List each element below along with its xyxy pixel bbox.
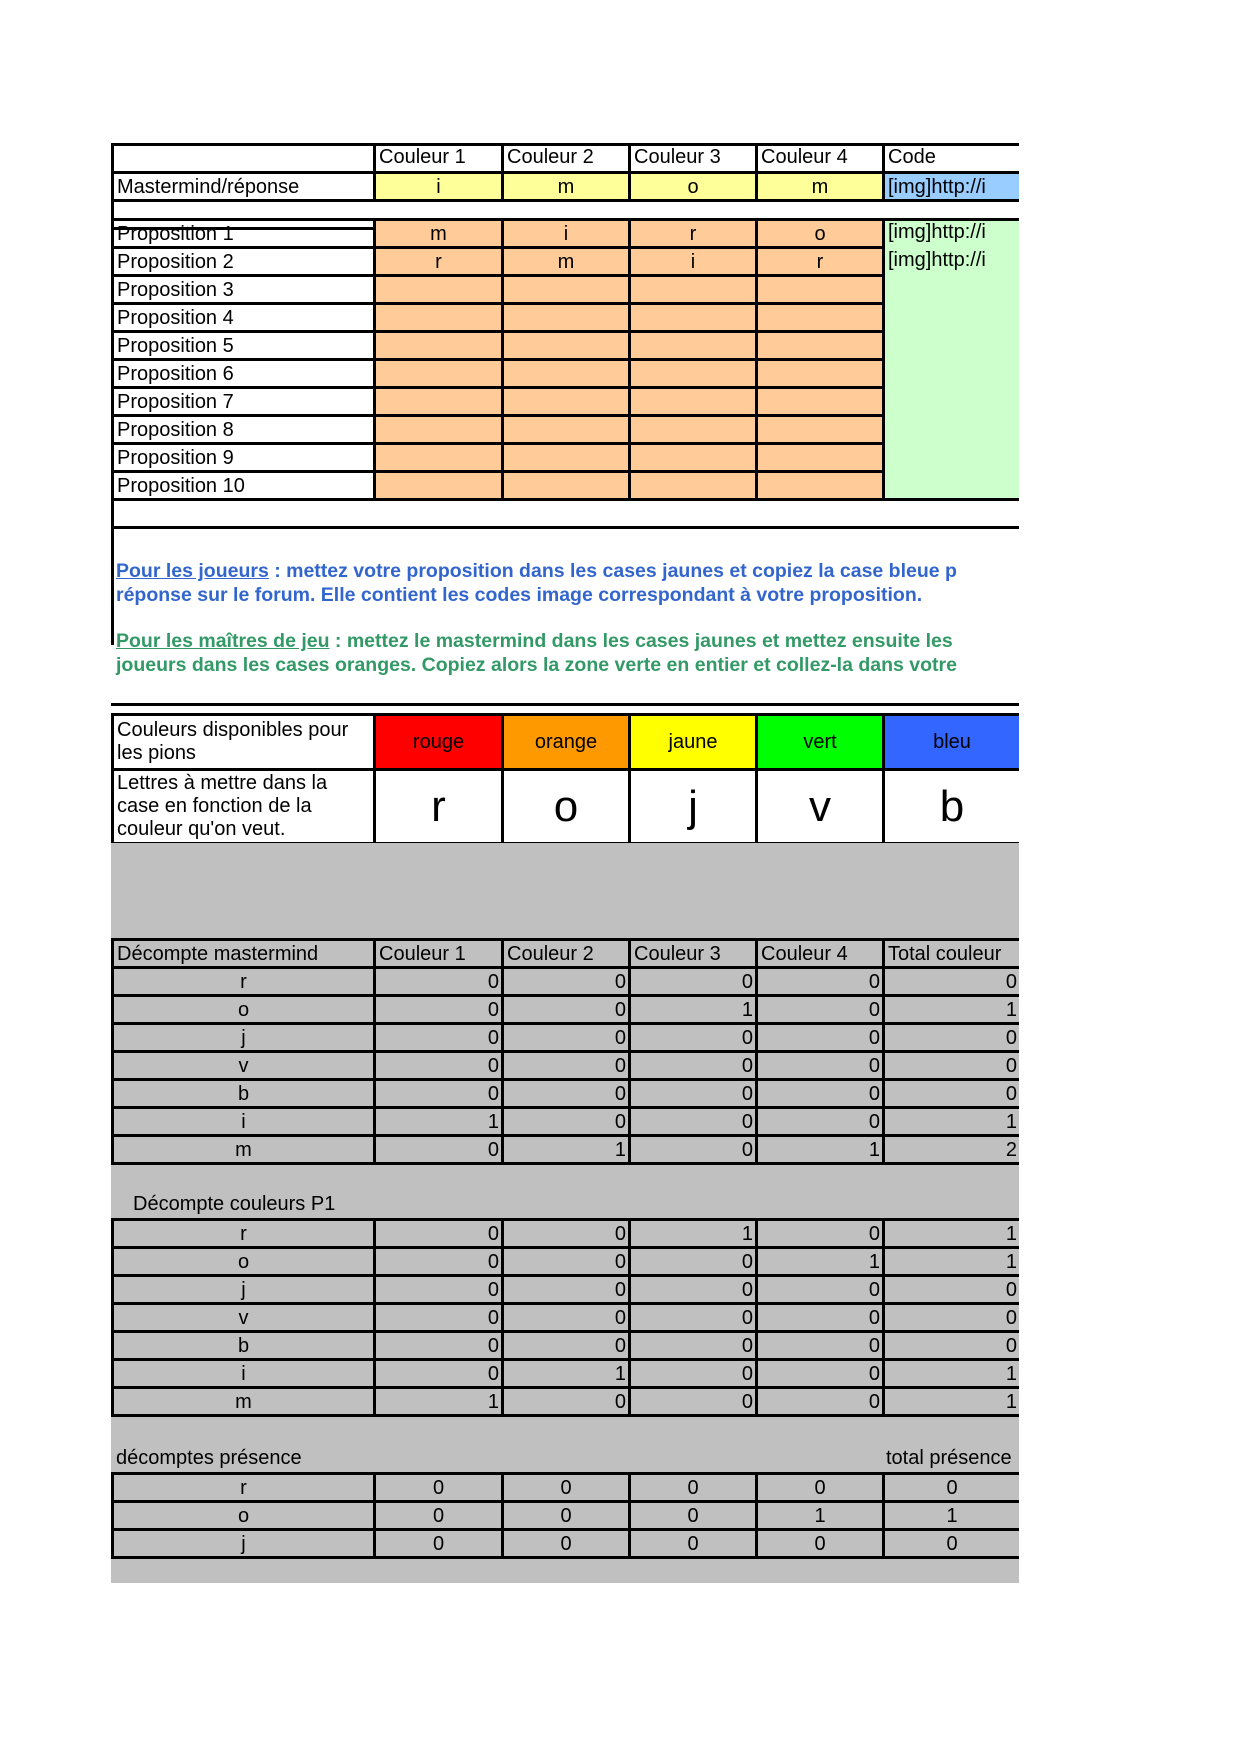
p1-count-value: 0	[501, 1386, 631, 1417]
proposition-input-color-4[interactable]: o	[755, 218, 885, 249]
mastermind-count-value: 0	[373, 1022, 504, 1053]
presence-value: 0	[882, 1528, 1019, 1559]
proposition-input-color-2[interactable]	[501, 442, 631, 473]
proposition-input-color-3[interactable]	[628, 470, 758, 501]
masters-instructions-line1	[116, 629, 953, 653]
separator-row	[111, 498, 1019, 529]
presence-value: 0	[501, 1528, 631, 1559]
mastermind-count-value: 1	[755, 1134, 885, 1165]
proposition-input-color-2[interactable]	[501, 414, 631, 445]
mastermind-count-value: 0	[373, 1078, 504, 1109]
p1-count-value: 0	[373, 1358, 504, 1389]
proposition-input-color-1[interactable]: r	[373, 246, 504, 277]
mastermind-count-value: 0	[501, 1050, 631, 1081]
proposition-input-color-2[interactable]: m	[501, 246, 631, 277]
p1-count-value: 0	[755, 1302, 885, 1333]
presence-value: 0	[628, 1472, 758, 1503]
proposition-input-color-3[interactable]: i	[628, 246, 758, 277]
p1-count-value: 1	[882, 1246, 1019, 1277]
presence-value: 0	[373, 1472, 504, 1503]
proposition-input-color-4[interactable]	[755, 330, 885, 361]
answer-input-color-3[interactable]: o	[628, 171, 758, 202]
mastermind-count-value: 0	[628, 966, 758, 997]
color-letter-rouge: r	[373, 768, 504, 845]
proposition-input-color-2[interactable]	[501, 470, 631, 501]
presence-value: 0	[755, 1528, 885, 1559]
p1-count-value: 0	[628, 1330, 758, 1361]
mastermind-count-value: 0	[373, 1134, 504, 1165]
masters-link[interactable]: Pour les maîtres de jeu	[116, 630, 330, 652]
mastermind-count-value: 0	[882, 966, 1019, 997]
proposition-label: Proposition 7	[111, 386, 376, 417]
p1-count-value: 0	[628, 1386, 758, 1417]
proposition-label: Proposition 10	[111, 470, 376, 501]
presence-value: 0	[628, 1528, 758, 1559]
p1-count-value: 1	[501, 1358, 631, 1389]
mastermind-count-letter: r	[111, 966, 376, 997]
players-instructions-line1	[116, 559, 957, 583]
proposition-input-color-3[interactable]	[628, 358, 758, 389]
presence-value: 0	[501, 1500, 631, 1531]
p1-count-value: 0	[882, 1274, 1019, 1305]
presence-letter: r	[111, 1472, 376, 1503]
presence-value: 0	[501, 1472, 631, 1503]
players-instructions-text: : mettez votre proposition dans les cases jaunes et copiez la case bleue p	[268, 560, 957, 582]
p1-count-value: 0	[501, 1330, 631, 1361]
proposition-input-color-2[interactable]: i	[501, 218, 631, 249]
masters-instructions-line2: joueurs dans les cases oranges. Copiez alors la zone verte en entier et collez-la dans votre	[116, 654, 957, 676]
mastermind-count-header-4: Couleur 4	[755, 938, 885, 969]
players-link[interactable]: Pour les joueurs	[116, 560, 269, 582]
proposition-input-color-3[interactable]	[628, 330, 758, 361]
answer-label: Mastermind/réponse	[111, 171, 376, 202]
color-swatch-vert: vert	[755, 713, 885, 771]
proposition-label: Proposition 2	[111, 246, 376, 277]
p1-count-value: 0	[373, 1218, 504, 1249]
proposition-input-color-1[interactable]	[373, 274, 504, 305]
mastermind-count-header-5: Total couleur	[882, 938, 1019, 969]
p1-count-letter: i	[111, 1358, 376, 1389]
color-letter-bleu: b	[882, 768, 1019, 845]
p1-count-value: 0	[373, 1330, 504, 1361]
p1-count-value: 1	[755, 1246, 885, 1277]
mastermind-count-value: 2	[882, 1134, 1019, 1165]
color-swatch-bleu: bleu	[882, 713, 1019, 771]
mastermind-count-value: 0	[755, 966, 885, 997]
presence-value: 0	[373, 1500, 504, 1531]
proposition-input-color-4[interactable]	[755, 414, 885, 445]
p1-count-value: 0	[628, 1274, 758, 1305]
proposition-input-color-1[interactable]: m	[373, 218, 504, 249]
mastermind-count-value: 0	[501, 1106, 631, 1137]
mastermind-count-value: 1	[373, 1106, 504, 1137]
p1-count-value: 0	[501, 1274, 631, 1305]
proposition-input-color-1[interactable]	[373, 470, 504, 501]
proposition-input-color-3[interactable]	[628, 274, 758, 305]
mastermind-count-value: 0	[755, 1078, 885, 1109]
proposition-label: Proposition 1	[111, 218, 376, 249]
presence-value: 0	[628, 1500, 758, 1531]
mastermind-count-value: 0	[882, 1078, 1019, 1109]
mastermind-count-value: 0	[628, 1106, 758, 1137]
p1-count-letter: v	[111, 1302, 376, 1333]
proposition-input-color-2[interactable]	[501, 302, 631, 333]
color-letter-jaune: j	[628, 768, 758, 845]
proposition-input-color-4[interactable]	[755, 358, 885, 389]
mastermind-count-header-3: Couleur 3	[628, 938, 758, 969]
proposition-label: Proposition 5	[111, 330, 376, 361]
mastermind-count-value: 0	[373, 994, 504, 1025]
p1-count-value: 1	[882, 1218, 1019, 1249]
p1-count-value: 1	[373, 1386, 504, 1417]
p1-count-value: 0	[755, 1386, 885, 1417]
p1-count-letter: o	[111, 1246, 376, 1277]
p1-count-value: 0	[755, 1330, 885, 1361]
column-header-5: Code	[882, 143, 1019, 174]
color-letter-vert: v	[755, 768, 885, 845]
p1-count-value: 0	[882, 1302, 1019, 1333]
mastermind-count-value: 0	[628, 1022, 758, 1053]
mastermind-count-value: 0	[755, 994, 885, 1025]
mastermind-count-value: 0	[501, 1078, 631, 1109]
instructions-bottom-border	[111, 703, 1019, 706]
mastermind-count-value: 0	[628, 1078, 758, 1109]
p1-count-value: 0	[628, 1302, 758, 1333]
proposition-code: [img]http://i	[888, 221, 986, 243]
mastermind-count-header-1: Couleur 1	[373, 938, 504, 969]
masters-instructions-text: : mettez le mastermind dans les cases jaunes et mettez ensuite les	[329, 630, 953, 652]
mastermind-count-value: 0	[501, 994, 631, 1025]
mastermind-count-letter: j	[111, 1022, 376, 1053]
proposition-label: Proposition 9	[111, 442, 376, 473]
letters-label: Lettres à mettre dans la case en fonction de la couleur qu'on veut.	[111, 768, 376, 845]
proposition-code: [img]http://i	[888, 248, 986, 271]
proposition-input-color-2[interactable]	[501, 358, 631, 389]
p1-count-value: 0	[501, 1302, 631, 1333]
proposition-input-color-4[interactable]	[755, 470, 885, 501]
mastermind-count-value: 0	[882, 1022, 1019, 1053]
answer-code-cell[interactable]: [img]http://i	[882, 171, 1019, 202]
proposition-input-color-3[interactable]	[628, 386, 758, 417]
mastermind-count-value: 0	[755, 1022, 885, 1053]
column-header-2: Couleur 2	[501, 143, 631, 174]
mastermind-count-value: 0	[628, 1134, 758, 1165]
p1-count-value: 1	[628, 1218, 758, 1249]
mastermind-count-letter: b	[111, 1078, 376, 1109]
mastermind-count-letter: v	[111, 1050, 376, 1081]
proposition-input-color-4[interactable]: r	[755, 246, 885, 277]
header-corner-cell	[111, 143, 376, 174]
spreadsheet-area	[111, 143, 1019, 1583]
p1-count-letter: b	[111, 1330, 376, 1361]
presence-letter: o	[111, 1500, 376, 1531]
p1-count-value: 0	[373, 1274, 504, 1305]
proposition-input-color-4[interactable]	[755, 442, 885, 473]
proposition-input-color-1[interactable]	[373, 358, 504, 389]
p1-count-letter: r	[111, 1218, 376, 1249]
color-letter-orange: o	[501, 768, 631, 845]
column-header-3: Couleur 3	[628, 143, 758, 174]
mastermind-count-value: 1	[882, 994, 1019, 1025]
mastermind-count-title: Décompte mastermind	[111, 938, 376, 969]
presence-letter: j	[111, 1528, 376, 1559]
proposition-input-color-2[interactable]	[501, 330, 631, 361]
mastermind-count-value: 0	[501, 1022, 631, 1053]
p1-count-value: 0	[628, 1246, 758, 1277]
proposition-input-color-1[interactable]	[373, 414, 504, 445]
p1-count-value: 0	[501, 1246, 631, 1277]
proposition-label: Proposition 4	[111, 302, 376, 333]
mastermind-count-value: 0	[882, 1050, 1019, 1081]
mastermind-count-value: 0	[501, 966, 631, 997]
proposition-input-color-1[interactable]	[373, 302, 504, 333]
proposition-input-color-1[interactable]	[373, 442, 504, 473]
mastermind-count-value: 0	[755, 1106, 885, 1137]
p1-count-letter: m	[111, 1386, 376, 1417]
p1-count-value: 0	[755, 1218, 885, 1249]
presence-value: 0	[882, 1472, 1019, 1503]
p1-count-title: Décompte couleurs P1	[133, 1193, 336, 1215]
proposition-label: Proposition 3	[111, 274, 376, 305]
color-swatch-orange: orange	[501, 713, 631, 771]
mastermind-count-value: 0	[755, 1050, 885, 1081]
proposition-input-color-2[interactable]	[501, 386, 631, 417]
mastermind-count-letter: m	[111, 1134, 376, 1165]
color-swatch-jaune: jaune	[628, 713, 758, 771]
proposition-input-color-2[interactable]	[501, 274, 631, 305]
colors-available-label: Couleurs disponibles pour les pions	[111, 713, 376, 771]
p1-count-value: 0	[882, 1330, 1019, 1361]
answer-input-color-4[interactable]: m	[755, 171, 885, 202]
mastermind-count-value: 0	[373, 1050, 504, 1081]
proposition-input-color-3[interactable]: r	[628, 218, 758, 249]
presence-value: 1	[755, 1500, 885, 1531]
mastermind-count-value: 0	[373, 966, 504, 997]
presence-value: 0	[755, 1472, 885, 1503]
proposition-input-color-3[interactable]	[628, 302, 758, 333]
column-header-1: Couleur 1	[373, 143, 504, 174]
answer-input-color-2[interactable]: m	[501, 171, 631, 202]
p1-count-value: 0	[755, 1274, 885, 1305]
p1-count-value: 0	[501, 1218, 631, 1249]
presence-value: 0	[373, 1528, 504, 1559]
instructions-left-border	[111, 489, 114, 645]
code-zone[interactable]	[882, 218, 1019, 501]
proposition-input-color-3[interactable]	[628, 414, 758, 445]
p1-count-letter: j	[111, 1274, 376, 1305]
mastermind-count-letter: i	[111, 1106, 376, 1137]
mastermind-count-letter: o	[111, 994, 376, 1025]
presence-title: décomptes présence	[116, 1447, 302, 1469]
mastermind-count-value: 1	[882, 1106, 1019, 1137]
p1-count-value: 0	[628, 1358, 758, 1389]
p1-count-value: 0	[755, 1358, 885, 1389]
p1-count-value: 0	[373, 1302, 504, 1333]
column-header-4: Couleur 4	[755, 143, 885, 174]
mastermind-count-header-2: Couleur 2	[501, 938, 631, 969]
proposition-input-color-1[interactable]	[373, 386, 504, 417]
presence-total-label: total présence	[886, 1447, 1012, 1469]
proposition-input-color-1[interactable]	[373, 330, 504, 361]
proposition-label: Proposition 6	[111, 358, 376, 389]
mastermind-count-value: 0	[628, 1050, 758, 1081]
proposition-input-color-4[interactable]	[755, 274, 885, 305]
answer-input-color-1[interactable]: i	[373, 171, 504, 202]
proposition-input-color-4[interactable]	[755, 386, 885, 417]
mastermind-count-value: 1	[628, 994, 758, 1025]
proposition-label: Proposition 8	[111, 414, 376, 445]
p1-count-value: 1	[882, 1386, 1019, 1417]
p1-count-value: 0	[373, 1246, 504, 1277]
players-instructions-line2: réponse sur le forum. Elle contient les codes image correspondant à votre proposition.	[116, 584, 923, 606]
color-swatch-rouge: rouge	[373, 713, 504, 771]
presence-value: 1	[882, 1500, 1019, 1531]
mastermind-count-value: 1	[501, 1134, 631, 1165]
p1-count-value: 1	[882, 1358, 1019, 1389]
proposition-input-color-4[interactable]	[755, 302, 885, 333]
proposition-input-color-3[interactable]	[628, 442, 758, 473]
